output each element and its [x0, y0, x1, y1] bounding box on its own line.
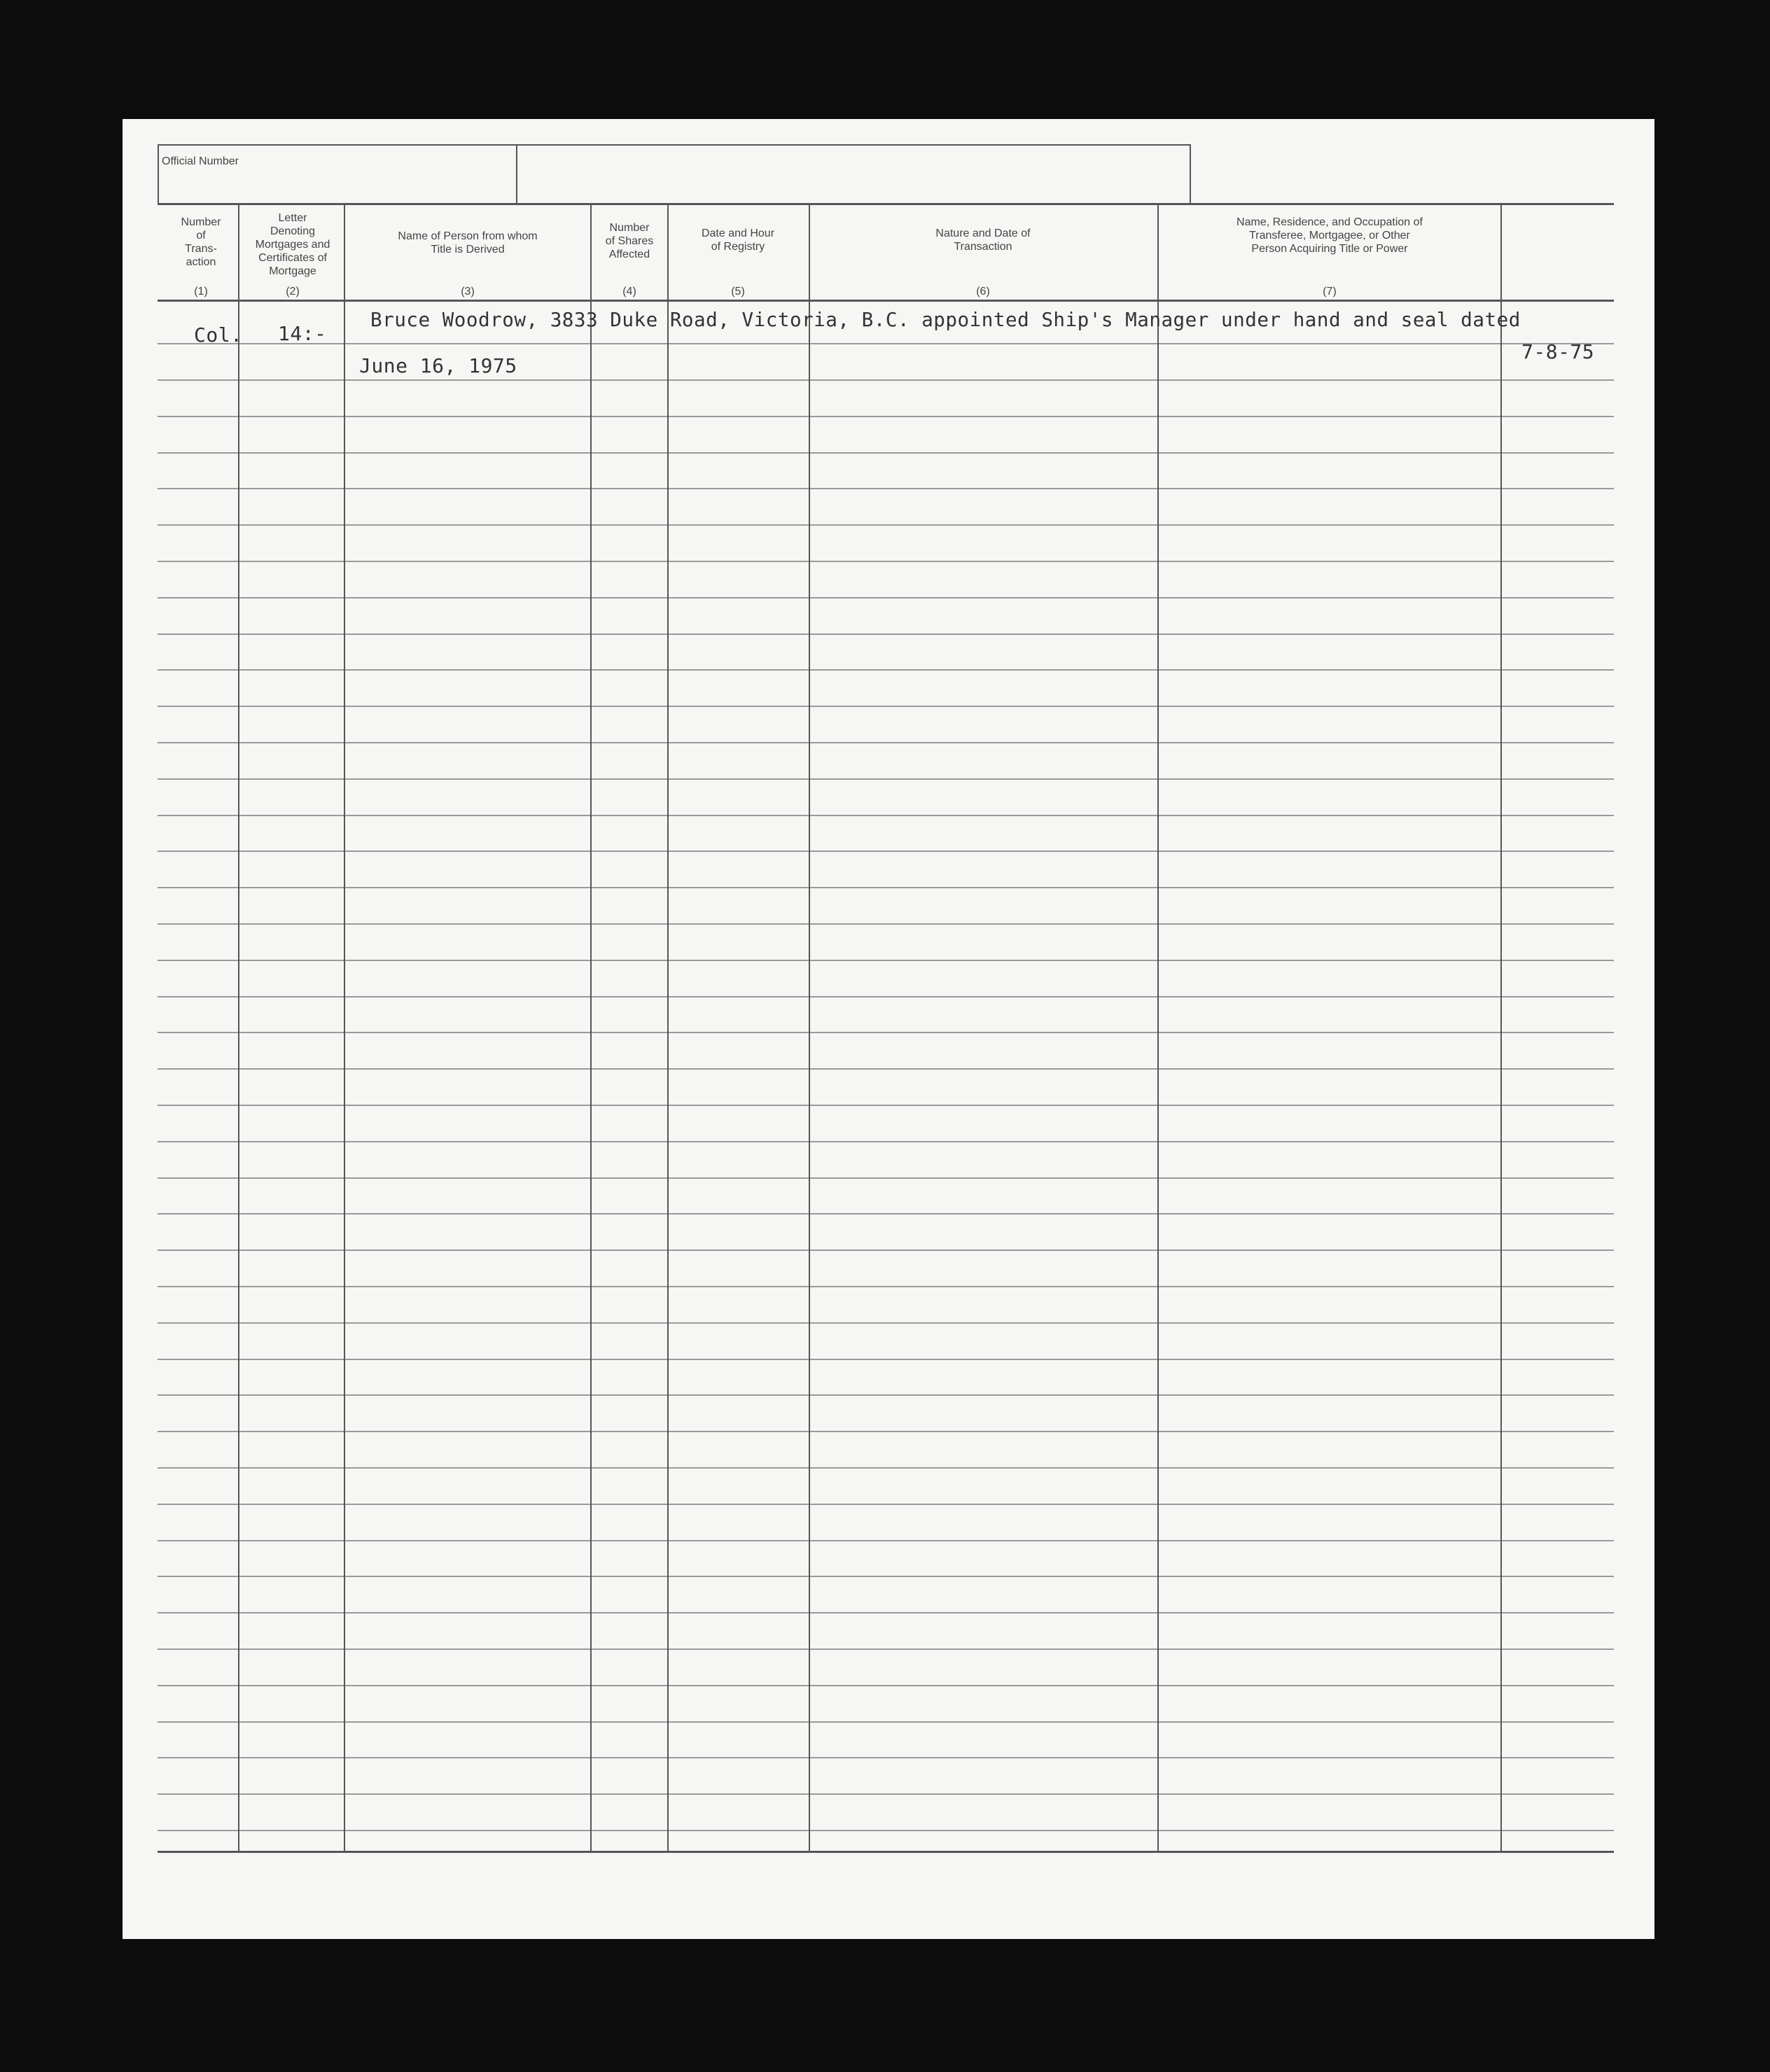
column-header-7: Name, Residence, and Occupation of Transferee, Mortgagee, or Other Person Acquiring Title or Power [1236, 216, 1423, 255]
register-page [123, 119, 1654, 1939]
ruled-row-line [158, 343, 1614, 344]
entry-line2: June 16, 1975 [359, 354, 517, 377]
official-number-label: Official Number [162, 155, 239, 167]
ruled-row-line [158, 1431, 1614, 1432]
ruled-row-line [158, 960, 1614, 961]
ruled-row-line [158, 1757, 1614, 1758]
column-header-4: Number of Shares Affected [605, 222, 654, 260]
column-number-3: (3) [461, 286, 475, 298]
ruled-row-line [158, 1250, 1614, 1251]
column-divider-4 [667, 204, 669, 1851]
ruled-row-line [158, 850, 1614, 852]
header-bottom-rule [158, 300, 1614, 302]
ruled-row-line [158, 1286, 1614, 1287]
ruled-row-line [158, 669, 1614, 671]
entry-date-margin: 7-8-75 [1521, 340, 1595, 363]
ruled-row-line [158, 1612, 1614, 1614]
ruled-row-line [158, 1830, 1614, 1831]
entry-line1: Bruce Woodrow, 3833 Duke Road, Victoria, B.C. appointed Ship's Manager under hand and seal dated [370, 308, 1521, 331]
column-header-1: Number of Trans- action [181, 216, 221, 268]
ruled-row-line [158, 1576, 1614, 1577]
column-divider-7 [1500, 203, 1502, 1851]
ruled-row-line [158, 742, 1614, 743]
ruled-row-line [158, 597, 1614, 598]
column-number-7: (7) [1323, 286, 1337, 298]
ruled-row-line [158, 1648, 1614, 1650]
ruled-row-line [158, 1032, 1614, 1033]
ruled-row-line [158, 815, 1614, 816]
ruled-row-line [158, 1540, 1614, 1541]
column-header-5: Date and Hour of Registry [701, 227, 775, 253]
ruled-row-line [158, 561, 1614, 562]
column-divider-6 [1157, 204, 1159, 1851]
column-divider-3 [590, 204, 592, 1851]
header-top-rule [158, 203, 1614, 205]
ruled-row-line [158, 452, 1614, 454]
ruled-row-line [158, 778, 1614, 780]
ruled-row-line [158, 416, 1614, 417]
ruled-row-line [158, 1793, 1614, 1795]
ruled-row-line [158, 379, 1614, 381]
ruled-row-line [158, 1177, 1614, 1179]
ruled-row-line [158, 634, 1614, 635]
entry-col2: 14:- [278, 322, 327, 345]
column-number-1: (1) [194, 286, 208, 298]
column-divider-2 [344, 204, 345, 1851]
entry-col1: Col. [194, 323, 243, 346]
column-number-5: (5) [731, 286, 745, 298]
ruled-row-line [158, 1322, 1614, 1324]
ruled-row-line [158, 1141, 1614, 1142]
ruled-row-line [158, 887, 1614, 888]
ruled-row-line [158, 524, 1614, 526]
column-number-2: (2) [286, 286, 300, 298]
official-number-box [158, 144, 517, 205]
column-divider-5 [809, 204, 810, 1851]
column-number-4: (4) [622, 286, 636, 298]
ruled-row-line [158, 706, 1614, 707]
column-header-6: Nature and Date of Transaction [935, 227, 1031, 253]
ruled-row-line [158, 1504, 1614, 1505]
column-header-3: Name of Person from whom Title is Derived [398, 230, 538, 255]
ruled-row-line [158, 1359, 1614, 1360]
ruled-row-line [158, 1394, 1614, 1396]
ruled-row-line [158, 1068, 1614, 1070]
ruled-row-line [158, 1721, 1614, 1723]
name-of-ship-box [516, 144, 1191, 205]
column-header-2: Letter Denoting Mortgages and Certificates of Mortgage [255, 212, 330, 277]
ruled-row-line [158, 1105, 1614, 1106]
column-divider-1 [238, 204, 239, 1851]
ruled-row-line [158, 1213, 1614, 1214]
ruled-row-line [158, 923, 1614, 925]
column-number-6: (6) [976, 286, 990, 298]
table-bottom-rule [158, 1851, 1614, 1853]
ruled-row-line [158, 1467, 1614, 1469]
ruled-row-line [158, 996, 1614, 997]
ruled-row-line [158, 1685, 1614, 1686]
ruled-row-line [158, 488, 1614, 489]
